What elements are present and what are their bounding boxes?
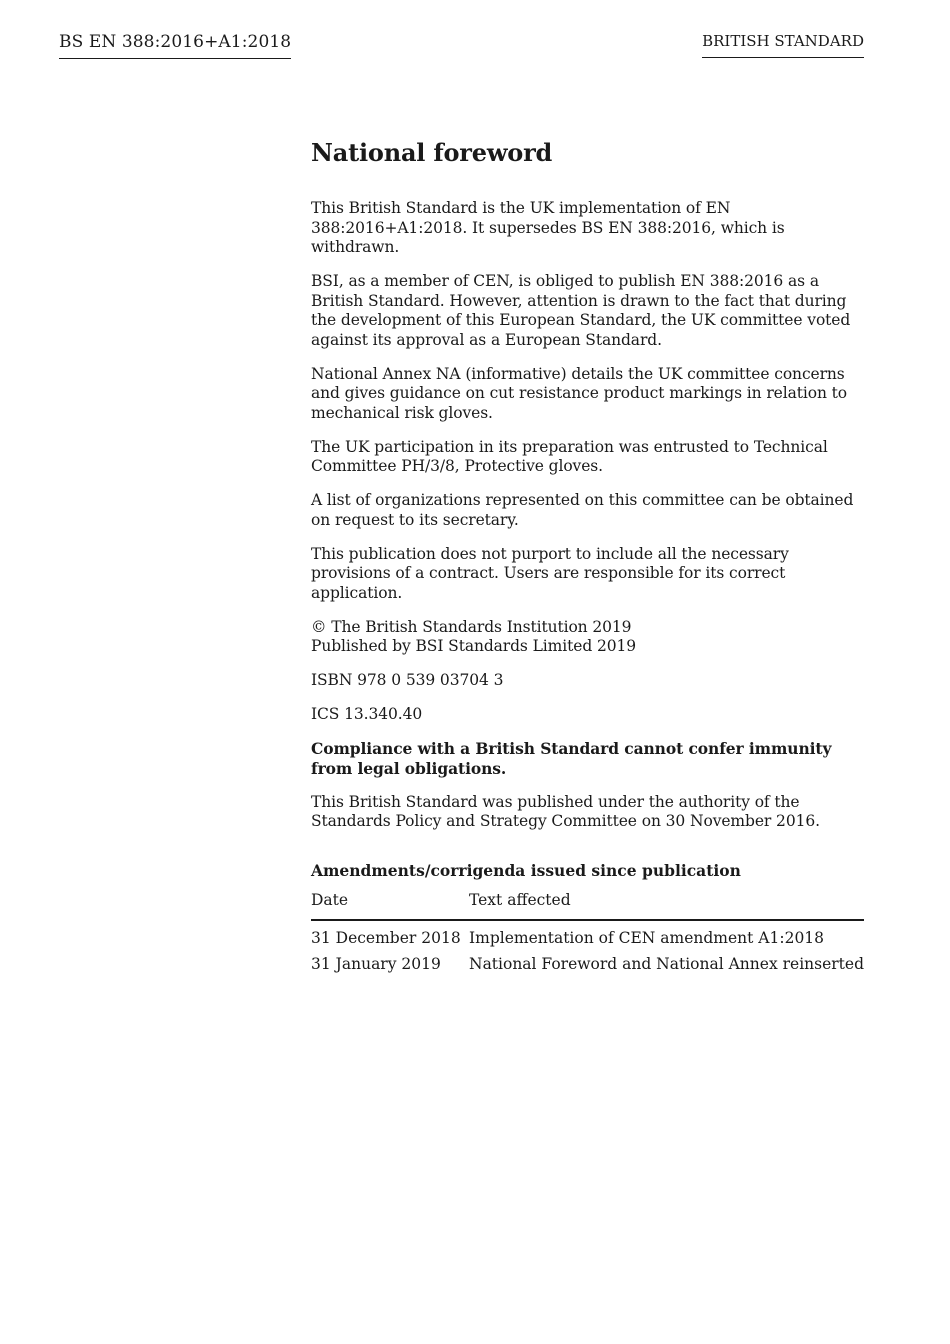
compliance-notice: Compliance with a British Standard cannot confer immunity from legal obligations. — [311, 739, 832, 778]
amendment-text: National Foreword and National Annex reinserted — [469, 954, 864, 973]
isbn: ISBN 978 0 539 03704 3 — [311, 671, 504, 689]
column-header-date: Date — [311, 890, 469, 920]
amendment-text: Implementation of CEN amendment A1:2018 — [469, 928, 825, 947]
paragraph-national-annex: National Annex NA (informative) details the UK committee concerns and gives guidance on cut resistance product markings in relation to mechanical risk gloves. — [311, 364, 848, 422]
authority-statement: This British Standard was published under the authority of the Standards Policy and Strategy Committee on 30 November 2016. — [311, 792, 820, 830]
document-category: BRITISH STANDARD — [702, 31, 864, 58]
publication-info — [311, 618, 864, 657]
amendments-heading: Amendments/corrigenda issued since publication — [311, 860, 741, 880]
paragraph-committee: The UK participation in its preparation was entrusted to Technical Committee PH/3/8, Protective gloves. — [311, 437, 828, 475]
copyright-line: © The British Standards Institution 2019 — [311, 617, 632, 636]
paragraph-provisions: This publication does not purport to include all the necessary provisions of a contract. Users are responsible for its correct application. — [311, 544, 789, 602]
amendment-date: 31 December 2018 — [311, 928, 461, 947]
publisher-line: Published by BSI Standards Limited 2019 — [311, 637, 637, 655]
paragraph-organizations: A list of organizations represented on this committee can be obtained on request to its secretary. — [311, 491, 854, 529]
page-title: National foreword — [311, 138, 553, 167]
column-header-text-affected: Text affected — [469, 890, 864, 920]
table-row — [311, 951, 864, 977]
document-id: BS EN 388:2016+A1:2018 — [59, 31, 291, 59]
foreword-section — [311, 138, 864, 977]
table-header-row — [311, 890, 864, 920]
ics-code: ICS 13.340.40 — [311, 705, 423, 723]
amendments-table — [311, 890, 864, 977]
table-row — [311, 920, 864, 951]
paragraph-implementation: This British Standard is the UK implementation of EN 388:2016+A1:2018. It supersedes BS EN 388:2016, which is withdrawn. — [311, 199, 785, 256]
paragraph-cen-obligation: BSI, as a member of CEN, is obliged to publish EN 388:2016 as a British Standard. However, attention is drawn to the fact that during the development of this European Standard, the UK committee voted against its approval as a European Standard. — [311, 272, 851, 349]
amendment-date: 31 January 2019 — [311, 954, 441, 973]
